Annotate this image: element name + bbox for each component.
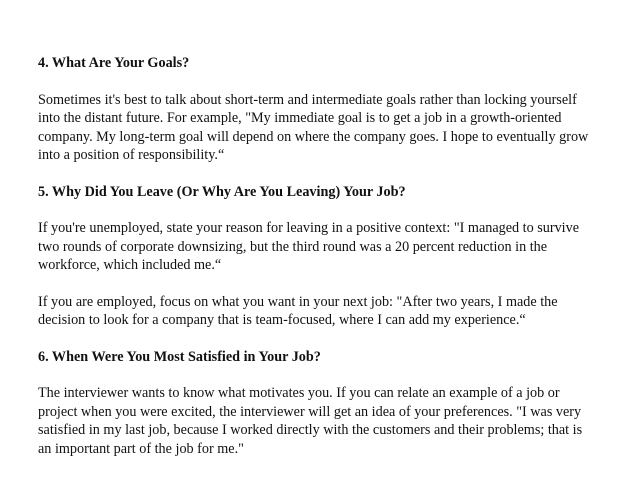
paragraph-unemployed: If you're unemployed, state your reason for leaving in a positive context: "I managed to survive two rounds of corporate downsizing, but the third round was a 20 percent reduction in the workforce, which included me.“ [38, 220, 580, 273]
document-page [38, 54, 598, 458]
section-heading-goals: 4. What Are Your Goals? [38, 55, 190, 71]
section-heading-leaving-job: 5. Why Did You Leave (Or Why Are You Leaving) Your Job? [38, 183, 406, 200]
section-heading-satisfied: 6. When Were You Most Satisfied in Your Job? [38, 348, 321, 365]
paragraph-satisfied: The interviewer wants to know what motivates you. If you can relate an example of a job or project when you were excited, the interviewer will get an idea of your preferences. "I was very satisfied in my last job, because I worked directly with the customers and their problems; that is an important part of the job for me." [38, 385, 583, 457]
paragraph-goals: Sometimes it's best to talk about short-term and intermediate goals rather than locking yourself into the distant future. For example, "My immediate goal is to get a job in a growth-oriented company. My long-term goal will depend on where the company goes. I hope to eventually grow into a position of responsibility.“ [38, 91, 589, 163]
paragraph-employed: If you are employed, focus on what you want in your next job: "After two years, I made the decision to look for a company that is team-focused, where I can add my experience.“ [38, 293, 558, 328]
